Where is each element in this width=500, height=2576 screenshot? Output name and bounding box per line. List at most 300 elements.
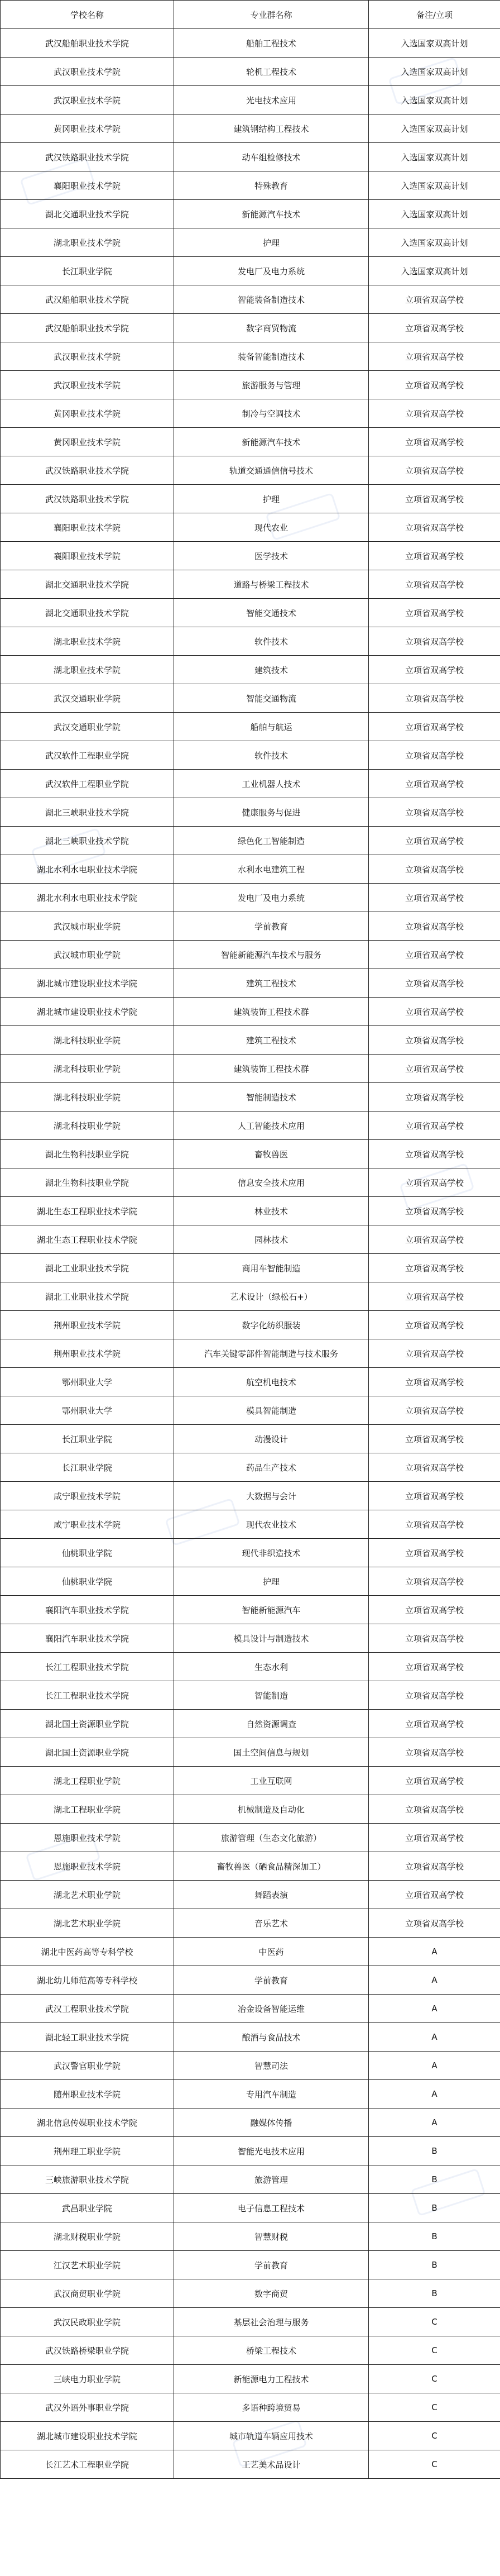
cell-major-group: 光电技术应用 bbox=[174, 86, 369, 115]
cell-remark: 立项省双高学校 bbox=[369, 1453, 500, 1482]
cell-major-group: 畜牧兽医 bbox=[174, 1140, 369, 1168]
cell-remark: 立项省双高学校 bbox=[369, 884, 500, 912]
cell-major-group: 生态水利 bbox=[174, 1653, 369, 1681]
cell-major-group: 旅游服务与管理 bbox=[174, 371, 369, 399]
cell-major-group: 信息安全技术应用 bbox=[174, 1168, 369, 1197]
cell-major-group: 药品生产技术 bbox=[174, 1453, 369, 1482]
cell-school: 武汉交通职业学院 bbox=[1, 684, 174, 713]
cell-school: 武汉铁路职业技术学院 bbox=[1, 485, 174, 513]
table-row bbox=[1, 1368, 500, 1396]
cell-remark: 立项省双高学校 bbox=[369, 912, 500, 941]
cell-remark: 立项省双高学校 bbox=[369, 1567, 500, 1596]
cell-school: 随州职业技术学院 bbox=[1, 2080, 174, 2108]
cell-remark: 立项省双高学校 bbox=[369, 741, 500, 770]
cell-major-group: 软件技术 bbox=[174, 627, 369, 656]
cell-school: 鄂州职业大学 bbox=[1, 1396, 174, 1425]
cell-major-group: 舞蹈表演 bbox=[174, 1881, 369, 1909]
table-row bbox=[1, 1795, 500, 1824]
table-row bbox=[1, 1140, 500, 1168]
table-row bbox=[1, 2194, 500, 2222]
cell-remark: 立项省双高学校 bbox=[369, 1311, 500, 1339]
table-row bbox=[1, 2052, 500, 2080]
table-row bbox=[1, 58, 500, 86]
cell-remark: C bbox=[369, 2422, 500, 2450]
cell-major-group: 水利水电建筑工程 bbox=[174, 855, 369, 884]
cell-major-group: 酿酒与食品技术 bbox=[174, 2023, 369, 2052]
cell-remark: 立项省双高学校 bbox=[369, 1055, 500, 1083]
table-row bbox=[1, 1197, 500, 1225]
cell-remark: 立项省双高学校 bbox=[369, 1710, 500, 1738]
table-row bbox=[1, 1567, 500, 1596]
cell-school: 襄阳职业技术学院 bbox=[1, 542, 174, 570]
cell-remark: 立项省双高学校 bbox=[369, 1026, 500, 1055]
cell-remark: 立项省双高学校 bbox=[369, 1795, 500, 1824]
cell-remark: 立项省双高学校 bbox=[369, 456, 500, 485]
cell-remark: A bbox=[369, 2052, 500, 2080]
cell-remark: 立项省双高学校 bbox=[369, 428, 500, 456]
table-row bbox=[1, 428, 500, 456]
table-row bbox=[1, 29, 500, 58]
table-row bbox=[1, 1824, 500, 1852]
table-row bbox=[1, 855, 500, 884]
cell-school: 湖北国土资源职业学院 bbox=[1, 1738, 174, 1767]
cell-school: 湖北三峡职业技术学院 bbox=[1, 827, 174, 855]
cell-remark: 立项省双高学校 bbox=[369, 1852, 500, 1881]
table-row bbox=[1, 1738, 500, 1767]
cell-school: 武汉铁路职业技术学院 bbox=[1, 456, 174, 485]
cell-school: 湖北中医药高等专科学校 bbox=[1, 1938, 174, 1966]
cell-major-group: 船舶工程技术 bbox=[174, 29, 369, 58]
table-row bbox=[1, 485, 500, 513]
cell-remark: 入选国家双高计划 bbox=[369, 29, 500, 58]
cell-school: 武汉职业技术学院 bbox=[1, 371, 174, 399]
cell-remark: 立项省双高学校 bbox=[369, 770, 500, 798]
cell-major-group: 智能光电技术应用 bbox=[174, 2137, 369, 2165]
cell-school: 湖北科技职业学院 bbox=[1, 1055, 174, 1083]
table-row bbox=[1, 2365, 500, 2393]
table-row bbox=[1, 1482, 500, 1510]
cell-school: 武汉铁路桥梁职业学院 bbox=[1, 2336, 174, 2365]
cell-remark: 立项省双高学校 bbox=[369, 713, 500, 741]
cell-major-group: 智慧司法 bbox=[174, 2052, 369, 2080]
cell-major-group: 旅游管理 bbox=[174, 2165, 369, 2194]
cell-school: 荆州职业技术学院 bbox=[1, 1311, 174, 1339]
cell-school: 湖北三峡职业技术学院 bbox=[1, 798, 174, 827]
cell-school: 长江职业学院 bbox=[1, 257, 174, 285]
cell-major-group: 基层社会治理与服务 bbox=[174, 2308, 369, 2336]
cell-school: 湖北水利水电职业技术学院 bbox=[1, 855, 174, 884]
cell-school: 武汉民政职业学院 bbox=[1, 2308, 174, 2336]
cell-remark: 入选国家双高计划 bbox=[369, 257, 500, 285]
cell-major-group: 船舶与航运 bbox=[174, 713, 369, 741]
table-row bbox=[1, 1539, 500, 1567]
cell-school: 湖北科技职业学院 bbox=[1, 1112, 174, 1140]
table-row bbox=[1, 342, 500, 371]
cell-major-group: 艺术设计（绿松石+） bbox=[174, 1282, 369, 1311]
cell-major-group: 桥梁工程技术 bbox=[174, 2336, 369, 2365]
cell-school: 湖北工业职业技术学院 bbox=[1, 1282, 174, 1311]
table-row bbox=[1, 2137, 500, 2165]
cell-remark: 立项省双高学校 bbox=[369, 1140, 500, 1168]
cell-remark: 立项省双高学校 bbox=[369, 1767, 500, 1795]
cell-remark: 立项省双高学校 bbox=[369, 998, 500, 1026]
cell-remark: 立项省双高学校 bbox=[369, 855, 500, 884]
cell-major-group: 制冷与空调技术 bbox=[174, 399, 369, 428]
cell-school: 湖北财税职业学院 bbox=[1, 2222, 174, 2251]
cell-remark: 立项省双高学校 bbox=[369, 1425, 500, 1453]
table-row bbox=[1, 2251, 500, 2279]
cell-remark: 立项省双高学校 bbox=[369, 1738, 500, 1767]
cell-remark: 立项省双高学校 bbox=[369, 342, 500, 371]
table-row bbox=[1, 1425, 500, 1453]
cell-major-group: 软件技术 bbox=[174, 741, 369, 770]
cell-school: 长江工程职业技术学院 bbox=[1, 1653, 174, 1681]
cell-school: 湖北职业技术学院 bbox=[1, 656, 174, 684]
cell-school: 武汉船舶职业技术学院 bbox=[1, 29, 174, 58]
cell-major-group: 护理 bbox=[174, 1567, 369, 1596]
cell-school: 湖北生物科技职业学院 bbox=[1, 1168, 174, 1197]
cell-remark: 立项省双高学校 bbox=[369, 656, 500, 684]
cell-remark: 立项省双高学校 bbox=[369, 1596, 500, 1624]
cell-major-group: 商用车智能制造 bbox=[174, 1254, 369, 1282]
table-row bbox=[1, 257, 500, 285]
cell-school: 长江职业学院 bbox=[1, 1425, 174, 1453]
cell-major-group: 动漫设计 bbox=[174, 1425, 369, 1453]
cell-remark: 立项省双高学校 bbox=[369, 599, 500, 627]
table-row bbox=[1, 770, 500, 798]
cell-major-group: 智能新能源汽车技术与服务 bbox=[174, 941, 369, 969]
cell-major-group: 电子信息工程技术 bbox=[174, 2194, 369, 2222]
cell-school: 湖北幼儿师范高等专科学校 bbox=[1, 1966, 174, 1995]
cell-major-group: 工业互联网 bbox=[174, 1767, 369, 1795]
cell-school: 武汉软件工程职业学院 bbox=[1, 770, 174, 798]
cell-school: 荆州理工职业学院 bbox=[1, 2137, 174, 2165]
table-row bbox=[1, 1710, 500, 1738]
cell-school: 长江工程职业技术学院 bbox=[1, 1681, 174, 1710]
table-row bbox=[1, 1909, 500, 1938]
cell-remark: 立项省双高学校 bbox=[369, 1881, 500, 1909]
table-row bbox=[1, 285, 500, 314]
cell-school: 湖北城市建设职业技术学院 bbox=[1, 969, 174, 998]
cell-major-group: 新能源汽车技术 bbox=[174, 200, 369, 228]
cell-remark: A bbox=[369, 2080, 500, 2108]
cell-remark: B bbox=[369, 2165, 500, 2194]
table-row bbox=[1, 1254, 500, 1282]
table-row bbox=[1, 2450, 500, 2479]
cell-school: 襄阳职业技术学院 bbox=[1, 171, 174, 200]
cell-remark: 立项省双高学校 bbox=[369, 1083, 500, 1112]
cell-major-group: 医学技术 bbox=[174, 542, 369, 570]
table-row bbox=[1, 599, 500, 627]
cell-remark: 立项省双高学校 bbox=[369, 1909, 500, 1938]
table-row bbox=[1, 2165, 500, 2194]
cell-remark: 入选国家双高计划 bbox=[369, 228, 500, 257]
cell-school: 长江艺术工程职业学院 bbox=[1, 2450, 174, 2479]
table-row bbox=[1, 656, 500, 684]
cell-school: 黄冈职业技术学院 bbox=[1, 428, 174, 456]
cell-school: 湖北水利水电职业技术学院 bbox=[1, 884, 174, 912]
cell-major-group: 学前教育 bbox=[174, 2251, 369, 2279]
cell-remark: 立项省双高学校 bbox=[369, 627, 500, 656]
cell-remark: 入选国家双高计划 bbox=[369, 200, 500, 228]
cell-school: 襄阳汽车职业技术学院 bbox=[1, 1624, 174, 1653]
cell-major-group: 建筑技术 bbox=[174, 656, 369, 684]
table-row bbox=[1, 314, 500, 342]
table-row bbox=[1, 1995, 500, 2023]
cell-school: 湖北艺术职业学院 bbox=[1, 1881, 174, 1909]
table-header-row bbox=[1, 1, 500, 29]
cell-major-group: 园林技术 bbox=[174, 1225, 369, 1254]
cell-school: 湖北交通职业技术学院 bbox=[1, 599, 174, 627]
table-row bbox=[1, 1852, 500, 1881]
header-school: 学校名称 bbox=[1, 1, 174, 29]
cell-school: 武汉船舶职业技术学院 bbox=[1, 285, 174, 314]
cell-major-group: 数字商贸物流 bbox=[174, 314, 369, 342]
cell-school: 黄冈职业技术学院 bbox=[1, 399, 174, 428]
cell-school: 武汉铁路职业技术学院 bbox=[1, 143, 174, 171]
cell-school: 襄阳汽车职业技术学院 bbox=[1, 1596, 174, 1624]
table-row bbox=[1, 2222, 500, 2251]
cell-remark: 立项省双高学校 bbox=[369, 314, 500, 342]
cell-major-group: 冶金设备智能运维 bbox=[174, 1995, 369, 2023]
cell-school: 武汉警官职业学院 bbox=[1, 2052, 174, 2080]
cell-school: 武汉职业技术学院 bbox=[1, 86, 174, 115]
cell-school: 武汉工程职业技术学院 bbox=[1, 1995, 174, 2023]
cell-remark: A bbox=[369, 1966, 500, 1995]
cell-remark: C bbox=[369, 2308, 500, 2336]
cell-school: 湖北生态工程职业技术学院 bbox=[1, 1197, 174, 1225]
cell-school: 武汉交通职业学院 bbox=[1, 713, 174, 741]
cell-school: 恩施职业技术学院 bbox=[1, 1852, 174, 1881]
cell-remark: 立项省双高学校 bbox=[369, 570, 500, 599]
table-row bbox=[1, 2308, 500, 2336]
cell-remark: 立项省双高学校 bbox=[369, 1282, 500, 1311]
table-row bbox=[1, 1881, 500, 1909]
cell-school: 武汉城市职业学院 bbox=[1, 912, 174, 941]
cell-major-group: 多语种跨境贸易 bbox=[174, 2393, 369, 2422]
table-row bbox=[1, 542, 500, 570]
table-row bbox=[1, 371, 500, 399]
cell-remark: 入选国家双高计划 bbox=[369, 171, 500, 200]
cell-remark: 立项省双高学校 bbox=[369, 1339, 500, 1368]
table-row bbox=[1, 1311, 500, 1339]
table-row bbox=[1, 1681, 500, 1710]
table-row bbox=[1, 115, 500, 143]
cell-major-group: 智慧财税 bbox=[174, 2222, 369, 2251]
header-remark: 备注/立项 bbox=[369, 1, 500, 29]
cell-school: 武汉商贸职业学院 bbox=[1, 2279, 174, 2308]
cell-remark: B bbox=[369, 2194, 500, 2222]
cell-school: 湖北职业技术学院 bbox=[1, 228, 174, 257]
cell-school: 武汉职业技术学院 bbox=[1, 342, 174, 371]
table-row bbox=[1, 1767, 500, 1795]
cell-major-group: 智能新能源汽车 bbox=[174, 1596, 369, 1624]
cell-major-group: 模具设计与制造技术 bbox=[174, 1624, 369, 1653]
cell-major-group: 数字化纺织服装 bbox=[174, 1311, 369, 1339]
table-row bbox=[1, 884, 500, 912]
cell-major-group: 新能源电力工程技术 bbox=[174, 2365, 369, 2393]
cell-major-group: 轮机工程技术 bbox=[174, 58, 369, 86]
cell-school: 咸宁职业技术学院 bbox=[1, 1510, 174, 1539]
table-row bbox=[1, 1055, 500, 1083]
cell-remark: 立项省双高学校 bbox=[369, 684, 500, 713]
cell-remark: 立项省双高学校 bbox=[369, 1112, 500, 1140]
cell-major-group: 人工智能技术应用 bbox=[174, 1112, 369, 1140]
cell-school: 仙桃职业学院 bbox=[1, 1567, 174, 1596]
cell-major-group: 动车组检修技术 bbox=[174, 143, 369, 171]
cell-major-group: 现代农业 bbox=[174, 513, 369, 542]
cell-school: 武汉船舶职业技术学院 bbox=[1, 314, 174, 342]
cell-school: 襄阳职业技术学院 bbox=[1, 513, 174, 542]
cell-major-group: 畜牧兽医（硒食品精深加工） bbox=[174, 1852, 369, 1881]
cell-major-group: 建筑装饰工程技术群 bbox=[174, 998, 369, 1026]
table-row bbox=[1, 143, 500, 171]
table-row bbox=[1, 713, 500, 741]
cell-remark: A bbox=[369, 2108, 500, 2137]
cell-remark: 立项省双高学校 bbox=[369, 1510, 500, 1539]
cell-school: 湖北交通职业技术学院 bbox=[1, 200, 174, 228]
table-row bbox=[1, 86, 500, 115]
cell-remark: C bbox=[369, 2393, 500, 2422]
cell-major-group: 机械制造及自动化 bbox=[174, 1795, 369, 1824]
cell-major-group: 护理 bbox=[174, 485, 369, 513]
header-major-group: 专业群名称 bbox=[174, 1, 369, 29]
cell-major-group: 音乐艺术 bbox=[174, 1909, 369, 1938]
cell-major-group: 专用汽车制造 bbox=[174, 2080, 369, 2108]
cell-remark: 立项省双高学校 bbox=[369, 371, 500, 399]
cell-major-group: 学前教育 bbox=[174, 912, 369, 941]
cell-remark: 立项省双高学校 bbox=[369, 1824, 500, 1852]
cell-major-group: 智能制造 bbox=[174, 1681, 369, 1710]
cell-school: 湖北科技职业学院 bbox=[1, 1026, 174, 1055]
cell-major-group: 建筑工程技术 bbox=[174, 969, 369, 998]
cell-major-group: 大数据与会计 bbox=[174, 1482, 369, 1510]
cell-school: 湖北轻工职业技术学院 bbox=[1, 2023, 174, 2052]
cell-major-group: 学前教育 bbox=[174, 1966, 369, 1995]
table-row bbox=[1, 513, 500, 542]
cell-major-group: 建筑钢结构工程技术 bbox=[174, 115, 369, 143]
cell-major-group: 新能源汽车技术 bbox=[174, 428, 369, 456]
cell-school: 湖北生物科技职业学院 bbox=[1, 1140, 174, 1168]
cell-major-group: 自然资源调查 bbox=[174, 1710, 369, 1738]
cell-remark: C bbox=[369, 2450, 500, 2479]
table-row bbox=[1, 1624, 500, 1653]
cell-major-group: 林业技术 bbox=[174, 1197, 369, 1225]
cell-major-group: 现代农业技术 bbox=[174, 1510, 369, 1539]
table-row bbox=[1, 1453, 500, 1482]
cell-major-group: 护理 bbox=[174, 228, 369, 257]
cell-remark: B bbox=[369, 2251, 500, 2279]
cell-major-group: 建筑工程技术 bbox=[174, 1026, 369, 1055]
table-row bbox=[1, 1168, 500, 1197]
table-row bbox=[1, 200, 500, 228]
cell-major-group: 航空机电技术 bbox=[174, 1368, 369, 1396]
cell-remark: 立项省双高学校 bbox=[369, 1168, 500, 1197]
cell-remark: 立项省双高学校 bbox=[369, 941, 500, 969]
cell-remark: 入选国家双高计划 bbox=[369, 86, 500, 115]
cell-major-group: 绿色化工智能制造 bbox=[174, 827, 369, 855]
cell-remark: 立项省双高学校 bbox=[369, 1624, 500, 1653]
cell-remark: 立项省双高学校 bbox=[369, 798, 500, 827]
cell-remark: B bbox=[369, 2279, 500, 2308]
cell-school: 武汉软件工程职业学院 bbox=[1, 741, 174, 770]
table-row bbox=[1, 2080, 500, 2108]
cell-remark: B bbox=[369, 2222, 500, 2251]
cell-school: 湖北城市建设职业技术学院 bbox=[1, 2422, 174, 2450]
table-row bbox=[1, 941, 500, 969]
table-row bbox=[1, 1083, 500, 1112]
table-row bbox=[1, 2336, 500, 2365]
cell-remark: 立项省双高学校 bbox=[369, 969, 500, 998]
cell-school: 武昌职业学院 bbox=[1, 2194, 174, 2222]
table-row bbox=[1, 1510, 500, 1539]
table-row bbox=[1, 1938, 500, 1966]
cell-major-group: 建筑装饰工程技术群 bbox=[174, 1055, 369, 1083]
cell-remark: C bbox=[369, 2336, 500, 2365]
table-row bbox=[1, 2023, 500, 2052]
table-row bbox=[1, 684, 500, 713]
cell-remark: 立项省双高学校 bbox=[369, 827, 500, 855]
cell-major-group: 数字商贸 bbox=[174, 2279, 369, 2308]
cell-major-group: 现代非织造技术 bbox=[174, 1539, 369, 1567]
cell-school: 长江职业学院 bbox=[1, 1453, 174, 1482]
cell-remark: C bbox=[369, 2365, 500, 2393]
table-row bbox=[1, 1653, 500, 1681]
table-row bbox=[1, 399, 500, 428]
table-row bbox=[1, 1282, 500, 1311]
cell-school: 三峡旅游职业技术学院 bbox=[1, 2165, 174, 2194]
table-row bbox=[1, 1112, 500, 1140]
cell-major-group: 模具智能制造 bbox=[174, 1396, 369, 1425]
cell-remark: 入选国家双高计划 bbox=[369, 115, 500, 143]
cell-school: 武汉职业技术学院 bbox=[1, 58, 174, 86]
cell-remark: 立项省双高学校 bbox=[369, 1681, 500, 1710]
cell-school: 三峡电力职业学院 bbox=[1, 2365, 174, 2393]
table-row bbox=[1, 969, 500, 998]
cell-remark: A bbox=[369, 1995, 500, 2023]
cell-school: 湖北工业职业技术学院 bbox=[1, 1254, 174, 1282]
cell-remark: 入选国家双高计划 bbox=[369, 143, 500, 171]
cell-major-group: 健康服务与促进 bbox=[174, 798, 369, 827]
table-row bbox=[1, 1225, 500, 1254]
table-row bbox=[1, 1966, 500, 1995]
cell-school: 湖北国土资源职业学院 bbox=[1, 1710, 174, 1738]
cell-school: 湖北科技职业学院 bbox=[1, 1083, 174, 1112]
cell-major-group: 融媒体传播 bbox=[174, 2108, 369, 2137]
cell-remark: A bbox=[369, 2023, 500, 2052]
table-row bbox=[1, 171, 500, 200]
cell-school: 湖北城市建设职业技术学院 bbox=[1, 998, 174, 1026]
cell-school: 武汉城市职业学院 bbox=[1, 941, 174, 969]
cell-major-group: 装备智能制造技术 bbox=[174, 342, 369, 371]
cell-remark: 立项省双高学校 bbox=[369, 485, 500, 513]
table-row bbox=[1, 827, 500, 855]
cell-school: 武汉外语外事职业学院 bbox=[1, 2393, 174, 2422]
table-row bbox=[1, 2108, 500, 2137]
cell-major-group: 工业机器人技术 bbox=[174, 770, 369, 798]
cell-remark: 立项省双高学校 bbox=[369, 1197, 500, 1225]
table-row bbox=[1, 1396, 500, 1425]
cell-school: 江汉艺术职业学院 bbox=[1, 2251, 174, 2279]
table-row bbox=[1, 998, 500, 1026]
table-row bbox=[1, 2393, 500, 2422]
cell-major-group: 旅游管理（生态文化旅游） bbox=[174, 1824, 369, 1852]
table-row bbox=[1, 1596, 500, 1624]
cell-remark: 立项省双高学校 bbox=[369, 1396, 500, 1425]
table-row bbox=[1, 456, 500, 485]
table-row bbox=[1, 798, 500, 827]
cell-major-group: 特殊教育 bbox=[174, 171, 369, 200]
